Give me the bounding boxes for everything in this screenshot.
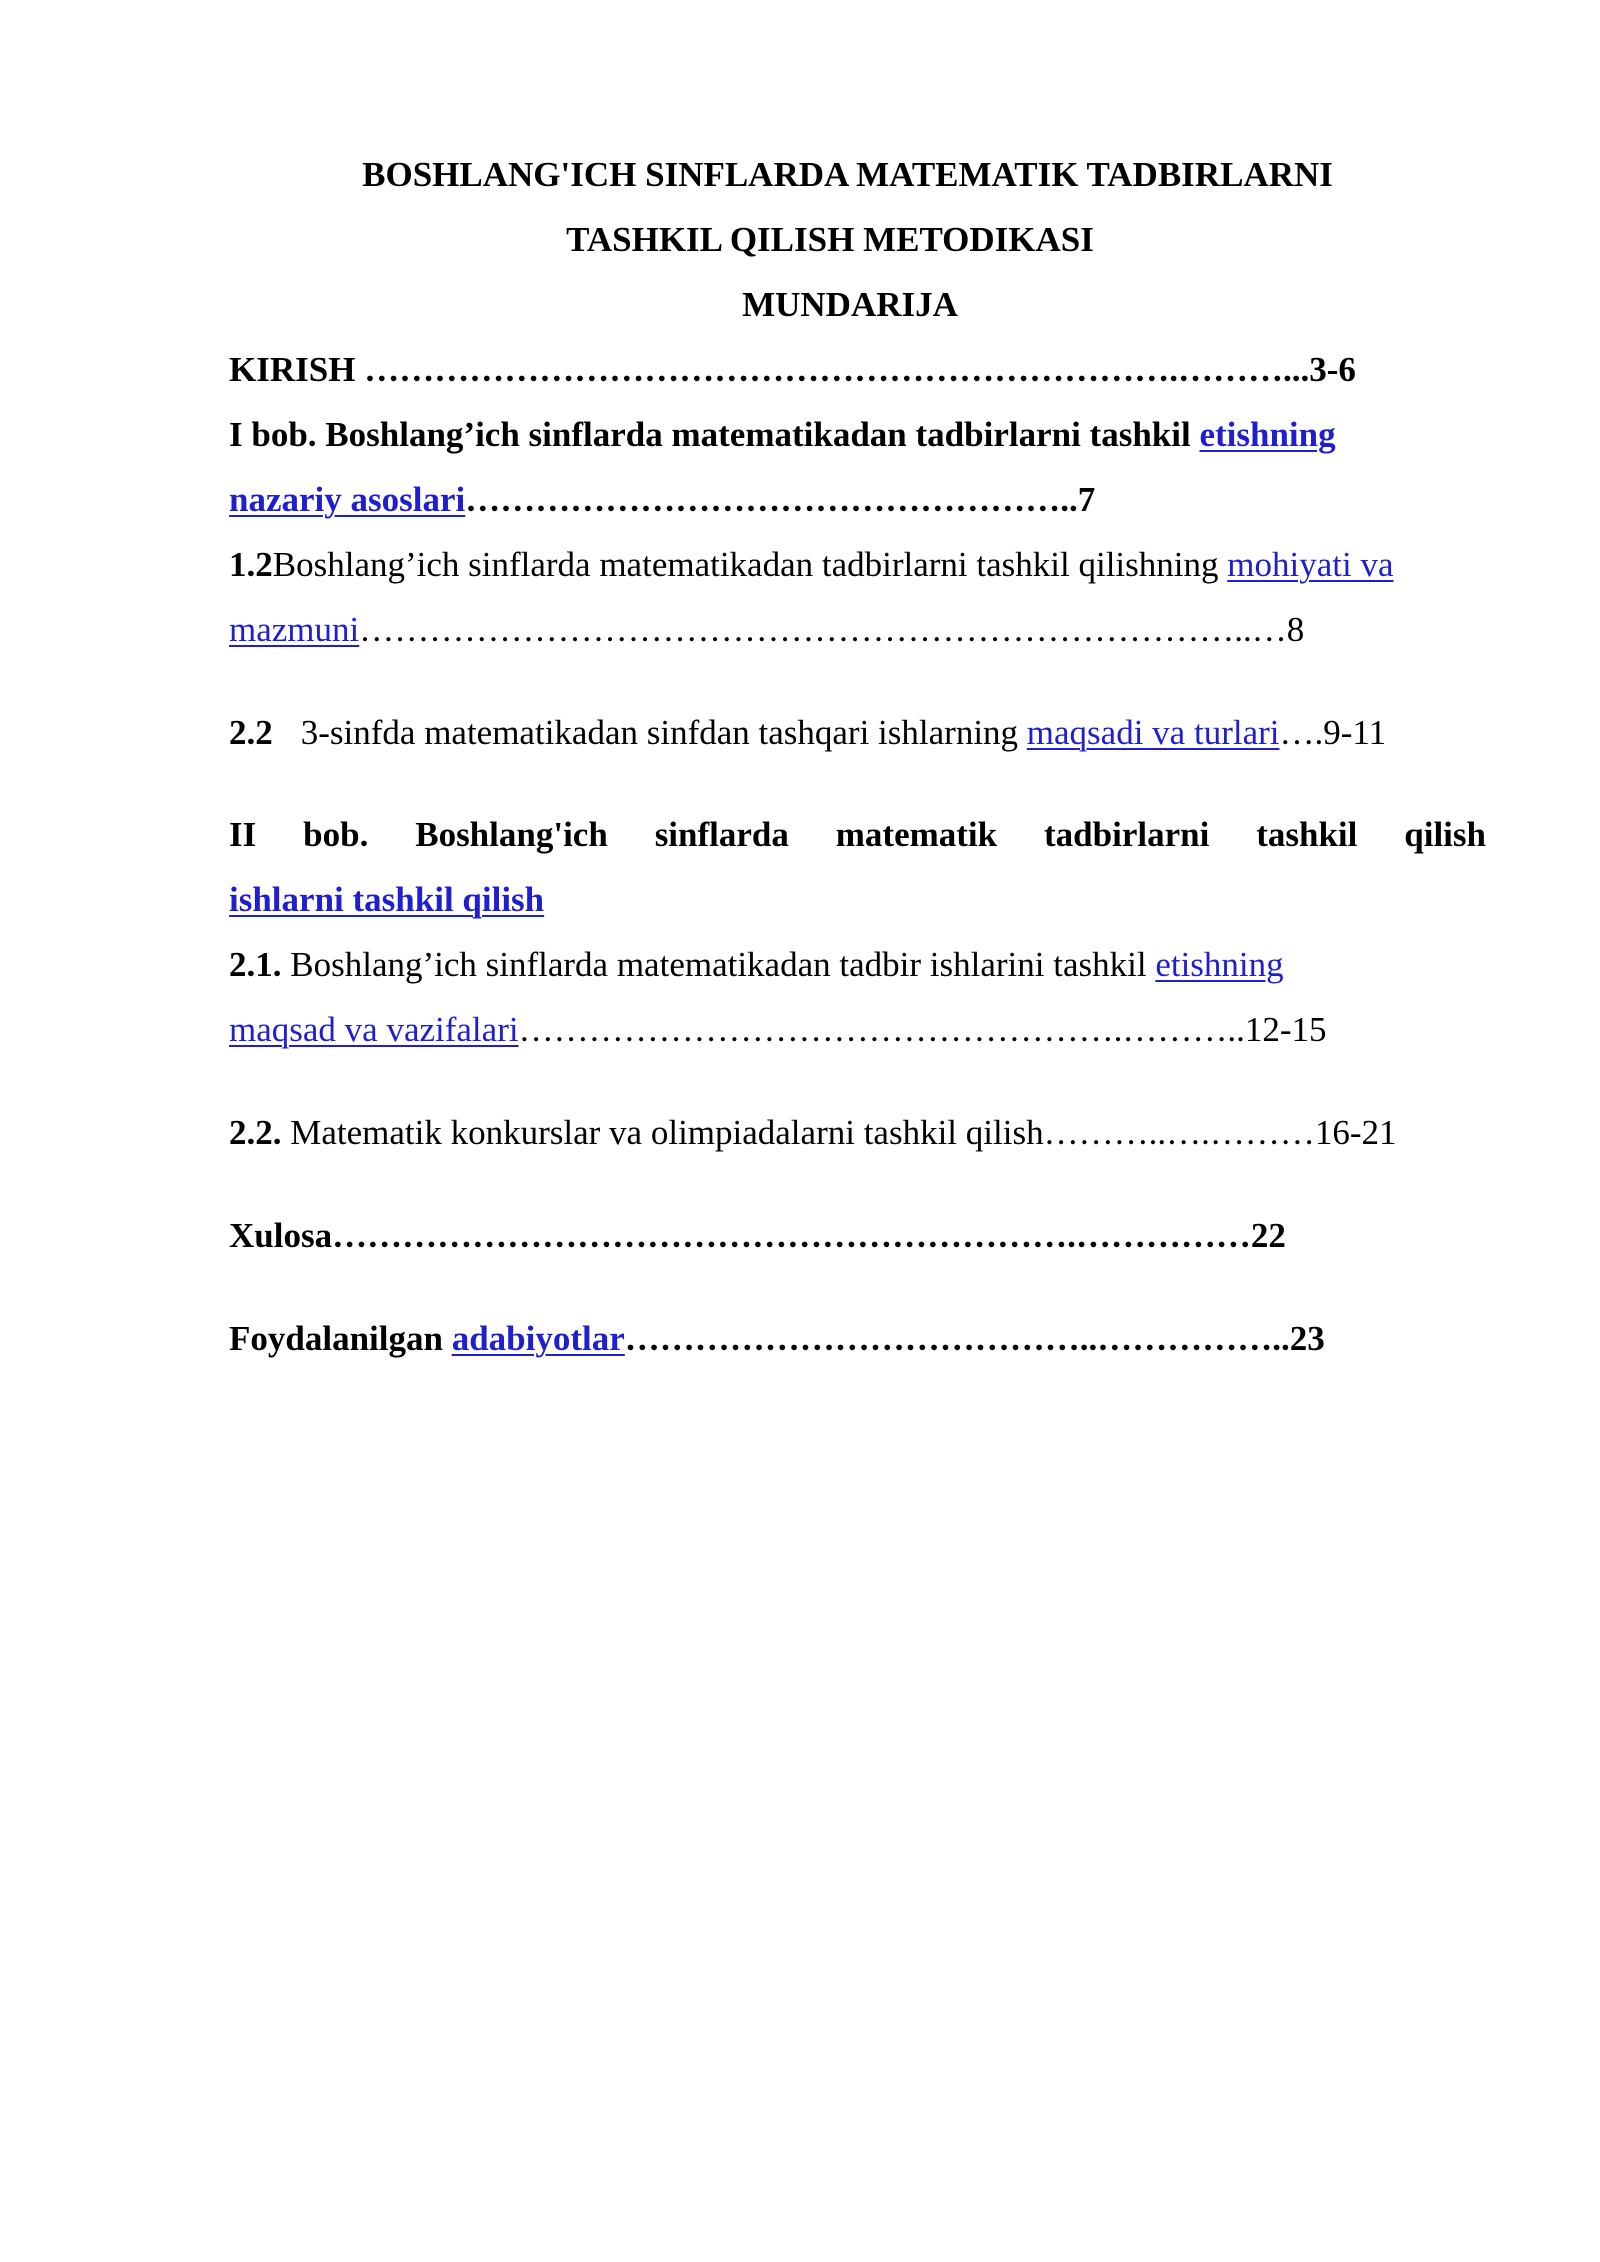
title-line-2: TASHKIL QILISH METODIKASI (566, 220, 1094, 259)
toc-entry-foydalanilgan (229, 1319, 1325, 1359)
toc-page-number: 16-21 (1314, 1113, 1397, 1152)
toc-entry-section-2-2b (229, 1113, 1396, 1153)
toc-word: tashkil (1256, 815, 1358, 854)
toc-entry-section-2-1 (229, 945, 1284, 985)
toc-leaders: …………………………………………….. (465, 480, 1078, 519)
toc-link-ishlarni-tashkil-qilish[interactable]: ishlarni tashkil qilish (229, 880, 545, 919)
toc-link-maqsad-va-vazifalari[interactable]: maqsad va vazifalari (229, 1010, 519, 1049)
toc-entry-foydalanilgan-text: Foydalanilgan (229, 1319, 452, 1358)
title-line-1: BOSHLANG'ICH SINFLARDA MATEMATIK TADBIRLARNI (362, 155, 1333, 194)
toc-leaders: …………………………………..…………….. (624, 1319, 1290, 1358)
toc-entry-chapter-1-text: I bob. Boshlang’ich sinflarda matematikadan tadbirlarni tashkil (229, 415, 1200, 454)
toc-word: Boshlang'ich (415, 815, 608, 854)
toc-link-adabiyotlar[interactable]: adabiyotlar (451, 1319, 625, 1358)
toc-word: sinflarda (654, 815, 789, 854)
toc-word: II (229, 815, 257, 854)
toc-entry-section-2-1-text: Boshlang’ich sinflarda matematikadan tadbir ishlarini tashkil (281, 945, 1156, 984)
toc-word: bob. (303, 815, 369, 854)
toc-entry-xulosa-text: Xulosa (229, 1216, 333, 1255)
toc-entry-chapter-2 (229, 815, 1486, 855)
toc-page-number: 7 (1077, 480, 1096, 519)
toc-link-mazmuni[interactable]: mazmuni (229, 610, 360, 649)
toc-page-number: 9-11 (1323, 713, 1387, 752)
toc-entry-section-2-2b-text: Matematik konkurslar va olimpiadalarni tashkil qilish (281, 1113, 1044, 1152)
toc-page-number: 8 (1286, 610, 1305, 649)
toc-page-number: 23 (1289, 1319, 1325, 1358)
contents-heading: MUNDARIJA (742, 285, 958, 324)
toc-section-number: 1.2 (229, 545, 273, 584)
toc-link-etishning-2[interactable]: etishning (1155, 945, 1284, 984)
toc-entry-kirish (229, 350, 1356, 390)
toc-page-number: 22 (1250, 1216, 1286, 1255)
toc-link-mohiyati-va[interactable]: mohiyati va (1227, 545, 1394, 584)
toc-entry-chapter-1 (229, 415, 1336, 455)
toc-page-number: .12-15 (1236, 1010, 1327, 1049)
toc-entry-kirish-text: KIRISH (229, 350, 365, 389)
toc-leaders: ……………………………………………………….…………… (332, 1216, 1251, 1255)
toc-entry-section-2-2a (229, 713, 1386, 753)
toc-leaders: ………..….……… (1043, 1113, 1315, 1152)
toc-leaders: …. (1279, 713, 1324, 752)
toc-section-number: 2.1. (229, 945, 282, 984)
toc-word: tadbirlarni (1044, 815, 1210, 854)
toc-entry-section-1-2-text: Boshlang’ich sinflarda matematikadan tadbirlarni tashkil qilishning (272, 545, 1228, 584)
toc-entry-chapter-2-cont (229, 880, 544, 920)
toc-link-maqsadi-va-turlari[interactable]: maqsadi va turlari (1026, 713, 1280, 752)
toc-entry-xulosa (229, 1216, 1286, 1256)
toc-page-number: 3-6 (1309, 350, 1356, 389)
toc-section-number: 2.2. (229, 1113, 282, 1152)
toc-leaders: …………………………………………………………………..… (359, 610, 1287, 649)
toc-entry-section-1-2-cont (229, 610, 1304, 650)
toc-entry-section-2-1-cont (229, 1010, 1326, 1050)
toc-section-number: 2.2 (229, 713, 273, 752)
toc-link-nazariy-asoslari[interactable]: nazariy asoslari (229, 480, 466, 519)
toc-word: matematik (835, 815, 998, 854)
toc-leaders: …………………………………………….………. (518, 1010, 1237, 1049)
toc-word: qilish (1404, 815, 1486, 854)
toc-entry-chapter-1-cont (229, 480, 1095, 520)
toc-leaders: …………………………………………………………….………... (364, 350, 1310, 389)
toc-link-etishning[interactable]: etishning (1199, 415, 1336, 454)
toc-entry-section-2-2a-text: 3-sinfda matematikadan sinfdan tashqari ishlarning (300, 713, 1027, 752)
toc-entry-section-1-2 (229, 545, 1393, 585)
